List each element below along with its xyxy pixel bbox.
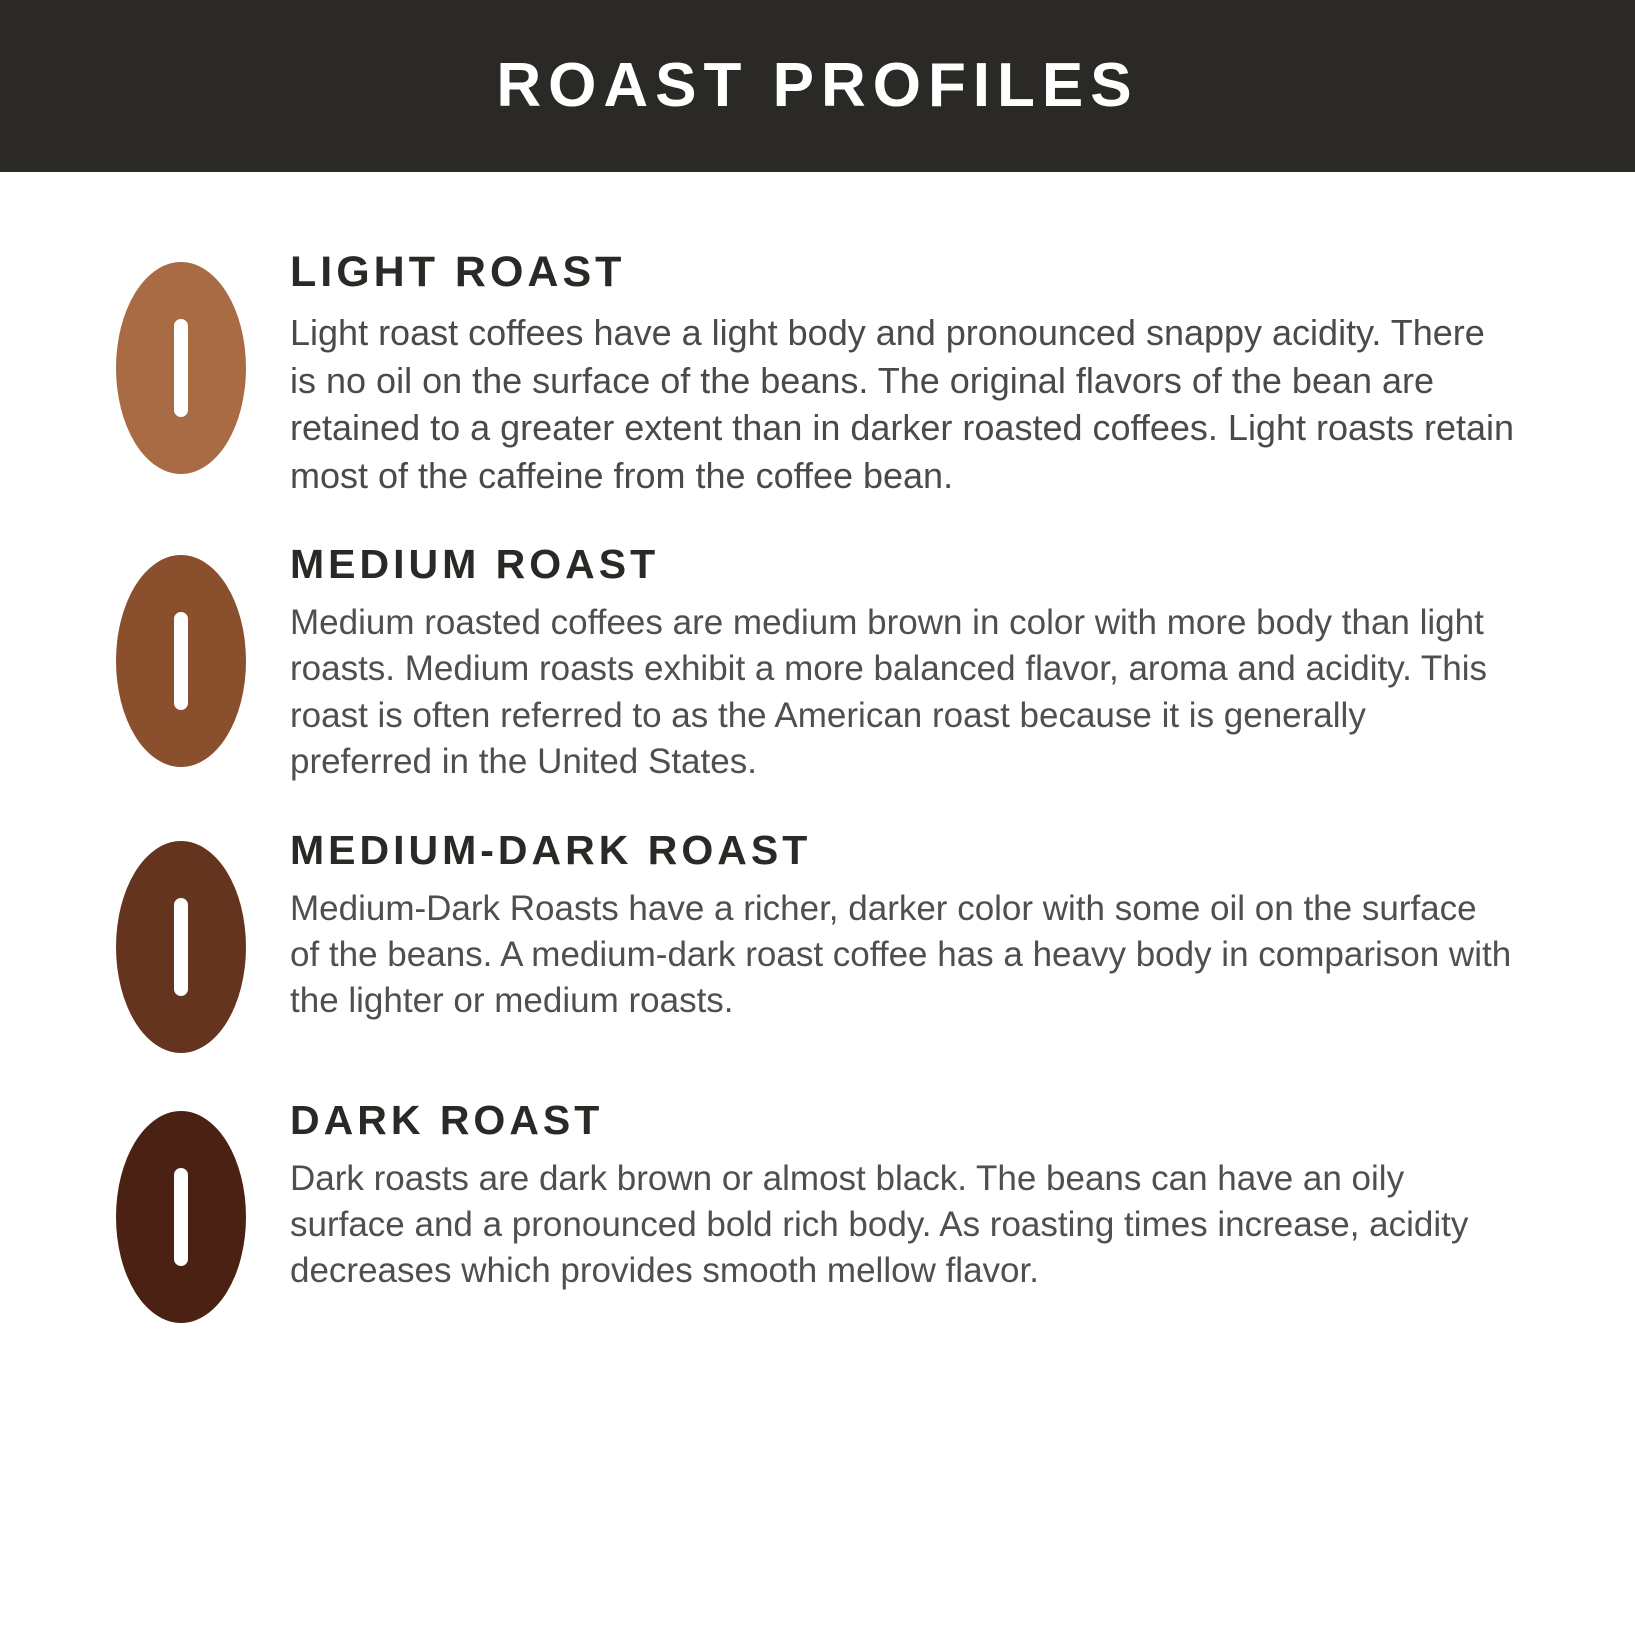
bean-icon-wrap-dark bbox=[96, 1099, 266, 1323]
profile-text-medium-dark bbox=[266, 829, 1515, 1025]
coffee-bean-icon bbox=[116, 841, 246, 1053]
page-title: ROAST PROFILES bbox=[496, 51, 1139, 120]
roast-description-dark: Dark roasts are dark brown or almost black. The beans can have an oily surface and a pronounced bold rich body. As roasting times increase, acidity decreases which provides smooth mellow flavor. bbox=[290, 1159, 1469, 1291]
bean-crease-icon bbox=[174, 898, 188, 996]
roast-title-light: LIGHT ROAST bbox=[290, 248, 626, 296]
roast-title-medium: MEDIUM ROAST bbox=[290, 541, 660, 588]
bean-icon-wrap-medium-dark bbox=[96, 829, 266, 1053]
roast-description-light: Light roast coffees have a light body and pronounced snappy acidity. There is no oil on the surface of the beans. The original flavors of the bean are retained to a greater extent than in darker roasted coffees. Light roasts retain most of the caffeine from the coffee bean. bbox=[290, 312, 1515, 496]
coffee-bean-icon bbox=[116, 555, 246, 767]
coffee-bean-icon bbox=[116, 1111, 246, 1323]
profiles-list bbox=[0, 172, 1635, 1323]
profile-item-medium-dark-roast bbox=[0, 829, 1635, 1053]
roast-title-dark: DARK ROAST bbox=[290, 1097, 604, 1143]
roast-description-medium-dark: Medium-Dark Roasts have a richer, darker color with some oil on the surface of the beans. A medium-dark roast coffee has a heavy body in comparison with the lighter or medium roasts. bbox=[290, 889, 1512, 1021]
profile-text-dark bbox=[266, 1099, 1515, 1295]
bean-crease-icon bbox=[174, 319, 188, 417]
profile-item-dark-roast bbox=[0, 1099, 1635, 1323]
roast-title-medium-dark: MEDIUM-DARK ROAST bbox=[290, 827, 812, 873]
bean-icon-wrap-medium bbox=[96, 543, 266, 767]
coffee-bean-icon bbox=[116, 262, 246, 474]
profile-item-light-roast bbox=[0, 250, 1635, 499]
profile-item-medium-roast bbox=[0, 543, 1635, 785]
bean-icon-wrap-light bbox=[96, 250, 266, 474]
roast-description-medium: Medium roasted coffees are medium brown in color with more body than light roasts. Medium roasts exhibit a more balanced flavor, aroma and acidity. This roast is often referred to as the American roast because it is generally preferred in the United States. bbox=[290, 603, 1488, 781]
bean-crease-icon bbox=[174, 1168, 188, 1266]
bean-crease-icon bbox=[174, 612, 188, 710]
header-bar bbox=[0, 0, 1635, 172]
profile-text-light bbox=[266, 250, 1515, 499]
profile-text-medium bbox=[266, 543, 1515, 785]
